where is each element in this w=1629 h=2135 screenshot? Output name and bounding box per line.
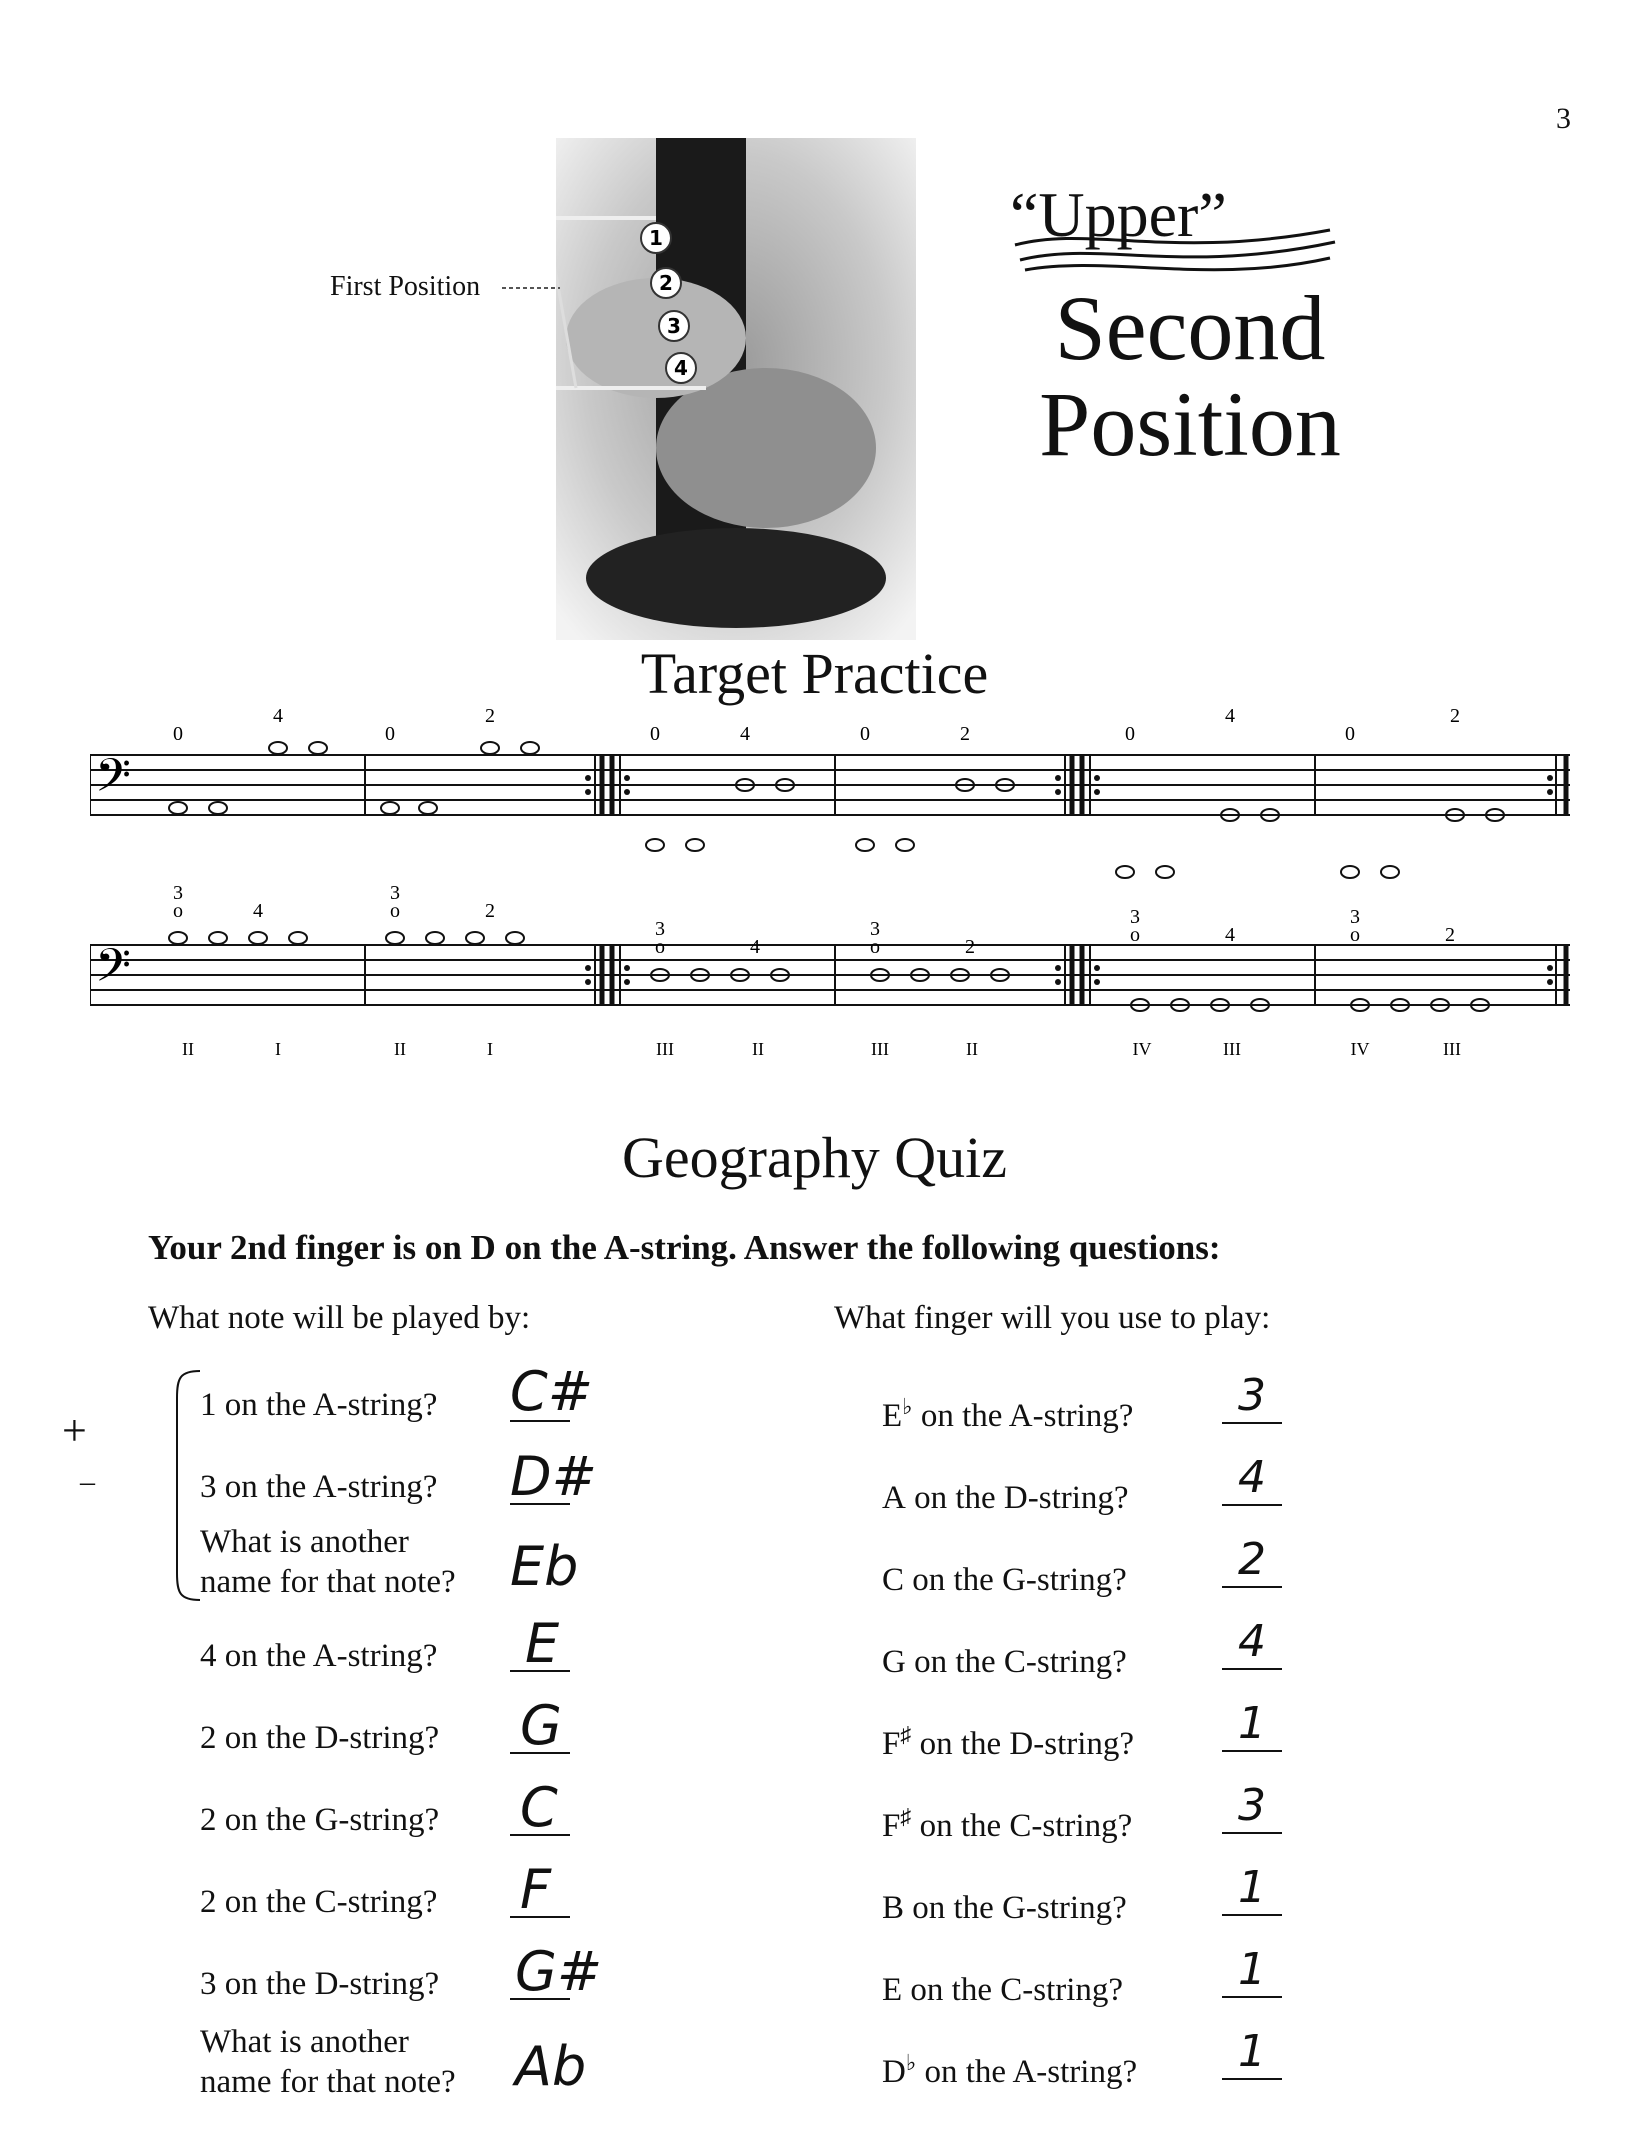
right-question-7: B on the G-string? — [882, 1890, 1127, 1926]
fingering: 0 — [650, 723, 660, 745]
left-answer-3: Eb — [510, 1535, 579, 1598]
string-label: III — [1223, 1039, 1241, 1059]
fingering: 3 — [655, 918, 665, 940]
answer-underline — [1222, 1750, 1282, 1752]
fingering: 0 — [1345, 723, 1355, 745]
right-answer-7: 1 — [1238, 1862, 1266, 1913]
answer-underline — [510, 1420, 570, 1422]
fingering: o — [173, 900, 183, 922]
right-answer-5: 1 — [1238, 1698, 1266, 1749]
string-label: II — [182, 1039, 194, 1059]
right-answer-4: 4 — [1238, 1616, 1266, 1667]
left-answer-9: Ab — [515, 2035, 587, 2098]
right-question-9: D♭ on the A-string? — [882, 2050, 1138, 2090]
geography-quiz-heading: Geography Quiz — [622, 1125, 1007, 1190]
left-answer-6: C — [520, 1776, 558, 1839]
answer-underline — [1222, 1832, 1282, 1834]
left-question-5: 2 on the D-string? — [200, 1720, 440, 1756]
fingering: 2 — [485, 705, 495, 727]
right-answer-9: 1 — [1238, 2026, 1266, 2077]
hand-position-photo — [556, 138, 916, 640]
margin-minus-mark: – — [80, 1465, 95, 1498]
fingering: 0 — [385, 723, 395, 745]
right-column-heading: What finger will you use to play: — [834, 1300, 1271, 1336]
fingering: 4 — [1225, 705, 1235, 727]
left-question-3: What is another name for that note? — [200, 1524, 456, 1600]
answer-underline — [1222, 2078, 1282, 2080]
fingering: 0 — [173, 723, 183, 745]
left-question-7: 2 on the C-string? — [200, 1884, 438, 1920]
string-label: IV — [1350, 1039, 1370, 1059]
answer-underline — [1222, 1504, 1282, 1506]
left-column-heading: What note will be played by: — [148, 1300, 531, 1336]
fingering: 2 — [1450, 705, 1460, 727]
answer-underline — [510, 1670, 570, 1672]
left-answer-5: G — [520, 1694, 562, 1757]
answer-underline — [1222, 1422, 1282, 1424]
left-question-4: 4 on the A-string? — [200, 1638, 438, 1674]
string-label: IV — [1132, 1039, 1152, 1059]
right-question-4: G on the C-string? — [882, 1644, 1127, 1680]
finger-4-label: 4 — [674, 356, 688, 380]
fingering: 0 — [860, 723, 870, 745]
fingering: o — [1130, 924, 1140, 946]
fingering: 3 — [1130, 906, 1140, 928]
left-answer-1: C# — [510, 1360, 593, 1423]
page-number: 3 — [1556, 102, 1571, 135]
fingering: o — [390, 900, 400, 922]
quiz-instructions: Your 2nd finger is on D on the A-string. Answer the following questions: — [148, 1228, 1221, 1267]
fingering: 3 — [390, 885, 400, 904]
string-label: II — [966, 1039, 978, 1059]
answer-underline — [510, 1503, 570, 1505]
left-question-8: 3 on the D-string? — [200, 1966, 440, 2002]
right-question-3: C on the G-string? — [882, 1562, 1127, 1598]
fingering: 4 — [253, 900, 263, 922]
right-question-1: E♭ on the A-string? — [882, 1394, 1134, 1434]
fingering: 4 — [273, 705, 283, 727]
first-position-arrow — [502, 280, 562, 300]
answer-underline — [510, 1752, 570, 1754]
string-label: II — [752, 1039, 764, 1059]
fingering: 0 — [1125, 723, 1135, 745]
fingering: 2 — [965, 936, 975, 958]
answer-underline — [510, 1916, 570, 1918]
svg-text:𝄢: 𝄢 — [95, 939, 132, 1004]
finger-1-label: 1 — [649, 226, 663, 250]
right-answer-1: 3 — [1238, 1370, 1266, 1421]
string-label: I — [275, 1039, 281, 1059]
left-question-1: 1 on the A-string? — [200, 1387, 438, 1423]
finger-2-label: 2 — [659, 271, 673, 295]
right-question-2: A on the D-string? — [882, 1480, 1129, 1516]
answer-underline — [1222, 1914, 1282, 1916]
fingering: 4 — [1225, 924, 1235, 946]
staff-row-2 — [90, 885, 1590, 1065]
answer-underline — [510, 1834, 570, 1836]
left-question-9: What is another name for that note? — [200, 2024, 456, 2100]
finger-3-label: 3 — [667, 314, 681, 338]
question-bracket — [165, 1368, 205, 1608]
target-practice-heading: Target Practice — [640, 641, 989, 706]
string-label: II — [394, 1039, 406, 1059]
right-answer-3: 2 — [1238, 1534, 1266, 1585]
left-answer-4: E — [525, 1612, 560, 1675]
fingering: o — [1350, 924, 1360, 946]
right-answer-2: 4 — [1238, 1452, 1266, 1503]
staff-row-1 — [90, 700, 1590, 880]
string-label: III — [1443, 1039, 1461, 1059]
string-label: I — [487, 1039, 493, 1059]
answer-underline — [1222, 1586, 1282, 1588]
string-label: III — [871, 1039, 889, 1059]
right-question-8: E on the C-string? — [882, 1972, 1124, 2008]
title-upper-struck: “Upper” — [1010, 179, 1227, 250]
page-title: Second Position — [1039, 277, 1341, 475]
right-answer-8: 1 — [1238, 1944, 1266, 1995]
answer-underline — [1222, 1996, 1282, 1998]
left-answer-7: F — [520, 1858, 552, 1921]
string-label: III — [656, 1039, 674, 1059]
answer-underline — [510, 1998, 570, 2000]
right-question-5: F♯ on the D-string? — [882, 1722, 1135, 1762]
svg-text:𝄢: 𝄢 — [95, 749, 132, 814]
left-answer-2: D# — [510, 1445, 597, 1508]
right-question-6: F♯ on the C-string? — [882, 1804, 1133, 1844]
fingering: 4 — [750, 936, 760, 958]
fingering: 3 — [870, 918, 880, 940]
answer-underline — [1222, 1668, 1282, 1670]
fingering: 2 — [1445, 924, 1455, 946]
fingering: o — [655, 936, 665, 958]
fingering: 4 — [740, 723, 750, 745]
right-answer-6: 3 — [1238, 1780, 1266, 1831]
fingering: 2 — [485, 900, 495, 922]
fingering: 2 — [960, 723, 970, 745]
left-question-2: 3 on the A-string? — [200, 1469, 438, 1505]
fingering: 3 — [173, 885, 183, 904]
first-position-label: First Position — [330, 271, 481, 302]
fingering: o — [870, 936, 880, 958]
left-answer-8: G# — [515, 1940, 603, 2003]
left-question-6: 2 on the G-string? — [200, 1802, 440, 1838]
margin-plus-mark: + — [62, 1406, 87, 1455]
fingering: 3 — [1350, 906, 1360, 928]
